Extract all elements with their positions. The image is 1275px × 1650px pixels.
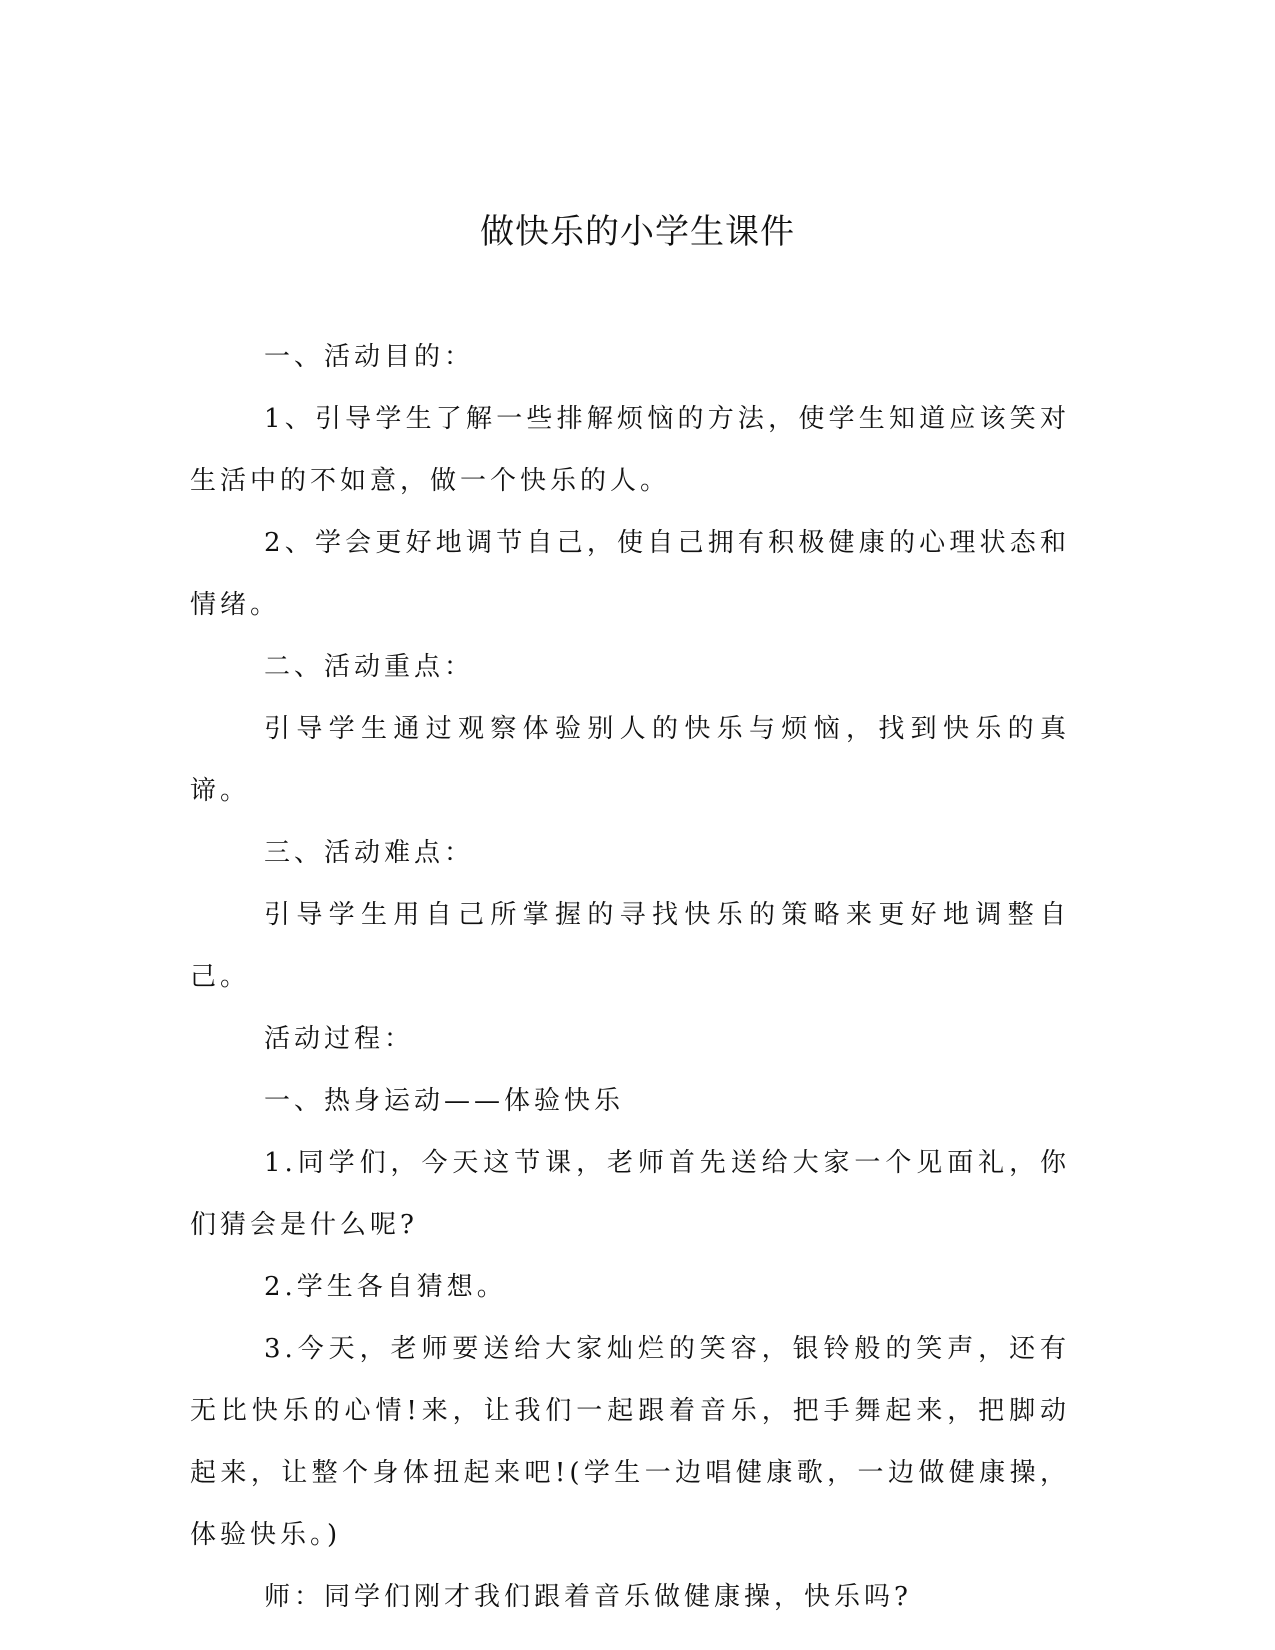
paragraph-difficulties: 引导学生用自己所掌握的寻找快乐的策略来更好地调整自己。 [190, 900, 1070, 992]
paragraph-teacher-question: 师：同学们刚才我们跟着音乐做健康操，快乐吗? [264, 1582, 912, 1612]
paragraph-objective-2: 2、学会更好地调节自己，使自己拥有积极健康的心理状态和情绪。 [190, 528, 1070, 620]
document-body [190, 326, 1070, 1628]
paragraph-key-points: 引导学生通过观察体验别人的快乐与烦恼，找到快乐的真谛。 [190, 714, 1070, 806]
section-heading-process: 活动过程： [264, 1024, 415, 1054]
paragraph-objective-1: 1、引导学生了解一些排解烦恼的方法，使学生知道应该笑对生活中的不如意，做一个快乐的人。 [190, 404, 1070, 496]
paragraph-step-1: 1.同学们，今天这节课，老师首先送给大家一个见面礼，你们猜会是什么呢? [190, 1148, 1070, 1240]
section-heading-difficulties: 三、活动难点： [264, 838, 475, 868]
paragraph-step-3: 3.今天，老师要送给大家灿烂的笑容，银铃般的笑声，还有无比快乐的心情!来，让我们一起跟着音乐，把手舞起来，把脚动起来，让整个身体扭起来吧!(学生一边唱健康歌，一边做健康操，体验快乐。) [190, 1334, 1070, 1550]
section-heading-key-points: 二、活动重点： [264, 652, 475, 682]
section-heading-objectives: 一、活动目的： [264, 342, 475, 372]
document-title: 做快乐的小学生课件 [480, 212, 795, 252]
paragraph-step-2: 2.学生各自猜想。 [264, 1272, 507, 1302]
subheading-warmup: 一、热身运动——体验快乐 [264, 1086, 625, 1116]
